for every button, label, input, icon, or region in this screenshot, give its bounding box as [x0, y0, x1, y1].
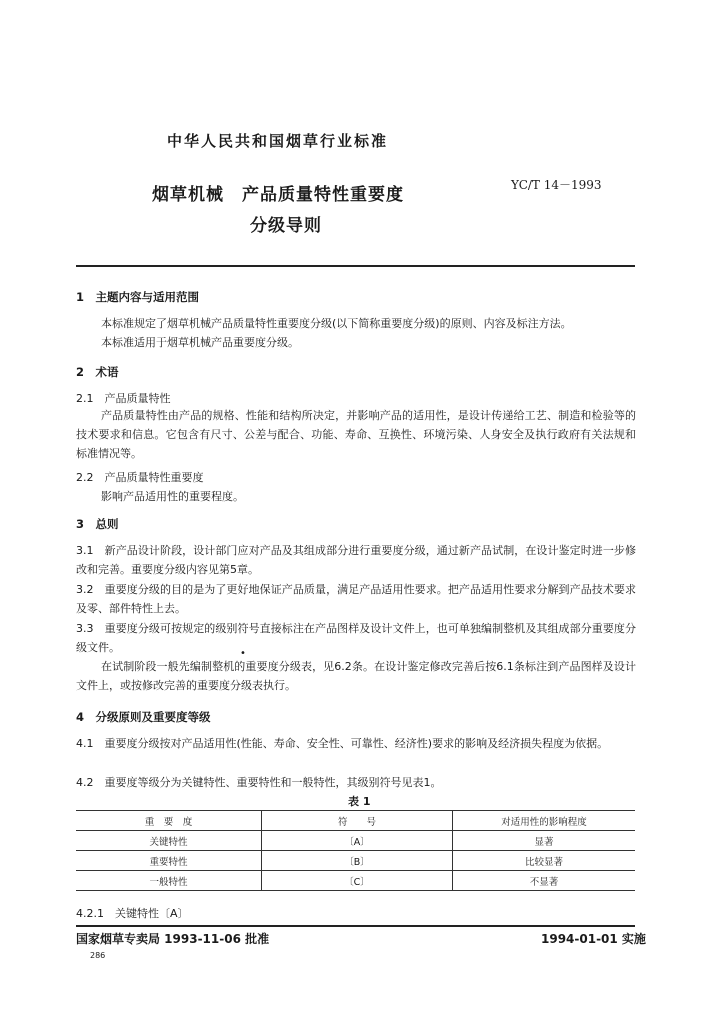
section-2-2-title: 2.2 产品质量特性重要度 — [76, 471, 204, 484]
table-cell: 一般特性 — [76, 871, 262, 891]
table-cell: 不显著 — [453, 871, 636, 891]
section-3-title: 3 总则 — [76, 517, 119, 531]
section-2-1-paragraph: 产品质量特性由产品的规格、性能和结构所决定，并影响产品的适用性，是设计传递给工艺、制造和检验等的技术要求和信息。它包含有尺寸、公差与配合、功能、寿命、互换性、环境污染、人身安全及执行政府有关法规和标准情况等。 — [76, 409, 636, 460]
issuing-organization: 中华人民共和国烟草行业标准 — [167, 132, 389, 150]
table-cell: 〔B〕 — [262, 851, 453, 871]
section-3-3-paragraph: 3.3 重要度分级可按规定的级别符号直接标注在产品图样及设计文件上，也可单独编制整机及其组成部分重要度分级文件。 — [76, 622, 636, 654]
importance-level-table — [76, 810, 635, 891]
section-4-2-paragraph: 4.2 重要度等级分为关键特性、重要特性和一般特性，其级别符号见表1。 — [76, 776, 442, 789]
approval-statement: 国家烟草专卖局 1993-11-06 批准 — [76, 932, 270, 946]
table-cell: 显著 — [453, 831, 636, 851]
table-header-cell: 对适用性的影响程度 — [453, 811, 636, 831]
table-cell: 〔C〕 — [262, 871, 453, 891]
table-row — [76, 871, 635, 891]
section-4-1-paragraph: 4.1 重要度分级按对产品适用性(性能、寿命、安全性、可靠性、经济性)要求的影响及经济损失程度为依据。 — [76, 737, 609, 750]
document-title-line1: 烟草机械 产品质量特性重要度 — [152, 185, 404, 205]
section-2-2-paragraph: 影响产品适用性的重要程度。 — [101, 490, 244, 503]
section-1-paragraph-1: 本标准规定了烟草机械产品质量特性重要度分级(以下简称重要度分级)的原则、内容及标注方法。 — [101, 317, 572, 330]
table-cell: 关键特性 — [76, 831, 262, 851]
table-header-row — [76, 811, 635, 831]
section-3-2-paragraph: 3.2 重要度分级的目的是为了更好地保证产品质量，满足产品适用性要求。把产品适用性要求分解到产品技术要求及零、部件特性上去。 — [76, 583, 636, 615]
standard-code: YC/T 14－1993 — [511, 178, 602, 192]
stray-dot-mark: • — [240, 648, 246, 659]
page-number: 286 — [90, 951, 106, 960]
section-1-paragraph-2: 本标准适用于烟草机械产品重要度分级。 — [101, 336, 299, 349]
section-2-1-title: 2.1 产品质量特性 — [76, 392, 171, 405]
footer-divider — [76, 925, 635, 927]
table-row — [76, 851, 635, 871]
table-row — [76, 831, 635, 851]
table-caption: 表 1 — [348, 795, 371, 808]
table-cell: 重要特性 — [76, 851, 262, 871]
section-3-1-paragraph: 3.1 新产品设计阶段，设计部门应对产品及其组成部分进行重要度分级，通过新产品试制，在设计鉴定时进一步修改和完善。重要度分级内容见第5章。 — [76, 544, 636, 576]
implementation-date: 1994-01-01 实施 — [541, 932, 646, 946]
section-2-title: 2 术语 — [76, 365, 119, 379]
section-3-3-paragraph-2: 在试制阶段一般先编制整机的重要度分级表，见6.2条。在设计鉴定修改完善后按6.1条标注到产品图样及设计文件上，或按修改完善的重要度分级表执行。 — [76, 660, 636, 692]
table-cell: 比较显著 — [453, 851, 636, 871]
table-cell: 〔A〕 — [262, 831, 453, 851]
section-4-2-1-title: 4.2.1 关键特性〔A〕 — [76, 907, 189, 920]
header-divider — [76, 265, 635, 267]
table-header-cell: 重 要 度 — [76, 811, 262, 831]
section-1-title: 1 主题内容与适用范围 — [76, 290, 200, 304]
table-header-cell: 符 号 — [262, 811, 453, 831]
section-4-title: 4 分级原则及重要度等级 — [76, 710, 211, 724]
document-title-line2: 分级导则 — [250, 216, 322, 236]
